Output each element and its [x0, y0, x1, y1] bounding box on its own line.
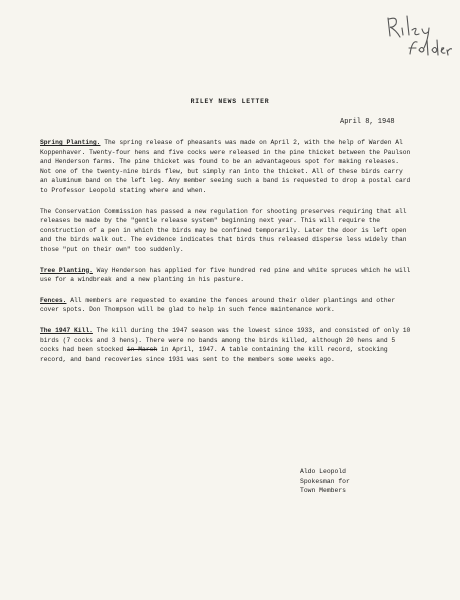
- paragraph-text-continued: in April, 1947. A table containing the kill record, stocking record, and band recoveries since 1931 was sent to the members some weeks ago.: [40, 346, 388, 363]
- paragraph-text: The Conservation Commission has passed a new regulation for shooting preserves requiring that all releases be made by the "gentle release system" beginning next year. This will require the construction of a pen in which the birds may be confined temporarily. Later the door is left open and the birds walk out. The evidence indicates that birds thus released disperse less widely than those "put on their own" too suddenly.: [40, 207, 407, 253]
- paragraph-conservation-commission: [40, 207, 412, 255]
- letter-date: April 8, 1948: [340, 118, 395, 126]
- paragraph-text: The kill during the 1947 season was the lowest since 1933, and consisted of only 10 birds (7 cocks and 3 hens). There were no bands among the birds killed, although 20 hens and 5 cocks had been stocked: [40, 326, 411, 354]
- paragraph-heading: Tree Planting.: [40, 266, 93, 274]
- letter-title: RILEY NEWS LETTER: [190, 98, 270, 105]
- paragraph-heading: Fences.: [40, 296, 67, 304]
- signature-name: Aldo Leopold: [300, 468, 347, 475]
- signature-block: [300, 467, 350, 496]
- paragraph-1947-kill: [40, 326, 412, 364]
- paragraph-spring-planting: [40, 138, 412, 196]
- paragraph-text: Way Henderson has applied for five hundred red pine and white spruces which he will use for a windbreak and a new planting in his pasture.: [40, 266, 411, 284]
- paragraph-heading: Spring Planting.: [40, 139, 101, 146]
- struck-text: in March: [126, 346, 158, 354]
- signature-role: Spokesman for: [300, 477, 350, 485]
- paragraph-tree-planting: [40, 266, 412, 285]
- paragraph-text: The spring release of pheasants was made on April 2, with the help of Warden Al Koppenhaver. Twenty-four hens and five cocks were released in the pine thicket between the Paulson and Henderson farms. The pine thicket was found to be an advantageous spot for making releases. Not one of the twenty-nine birds flew, but simply ran into the thicket. All of these birds carry an aluminum band on the left leg. Any member seeing such a band is requested to drop a postal card to Professor Leopold stating where and when.: [40, 139, 411, 194]
- signature-group: Town Members: [300, 487, 347, 495]
- handwritten-note: [382, 10, 452, 70]
- letter-body: [40, 138, 412, 375]
- paragraph-text: All members are requested to examine the fences around their older plantings and other cover spots. Don Thompson will be glad to help in such fence maintenance work.: [40, 296, 396, 314]
- paragraph-heading: The 1947 Kill.: [40, 326, 93, 334]
- paragraph-fences: [40, 296, 412, 315]
